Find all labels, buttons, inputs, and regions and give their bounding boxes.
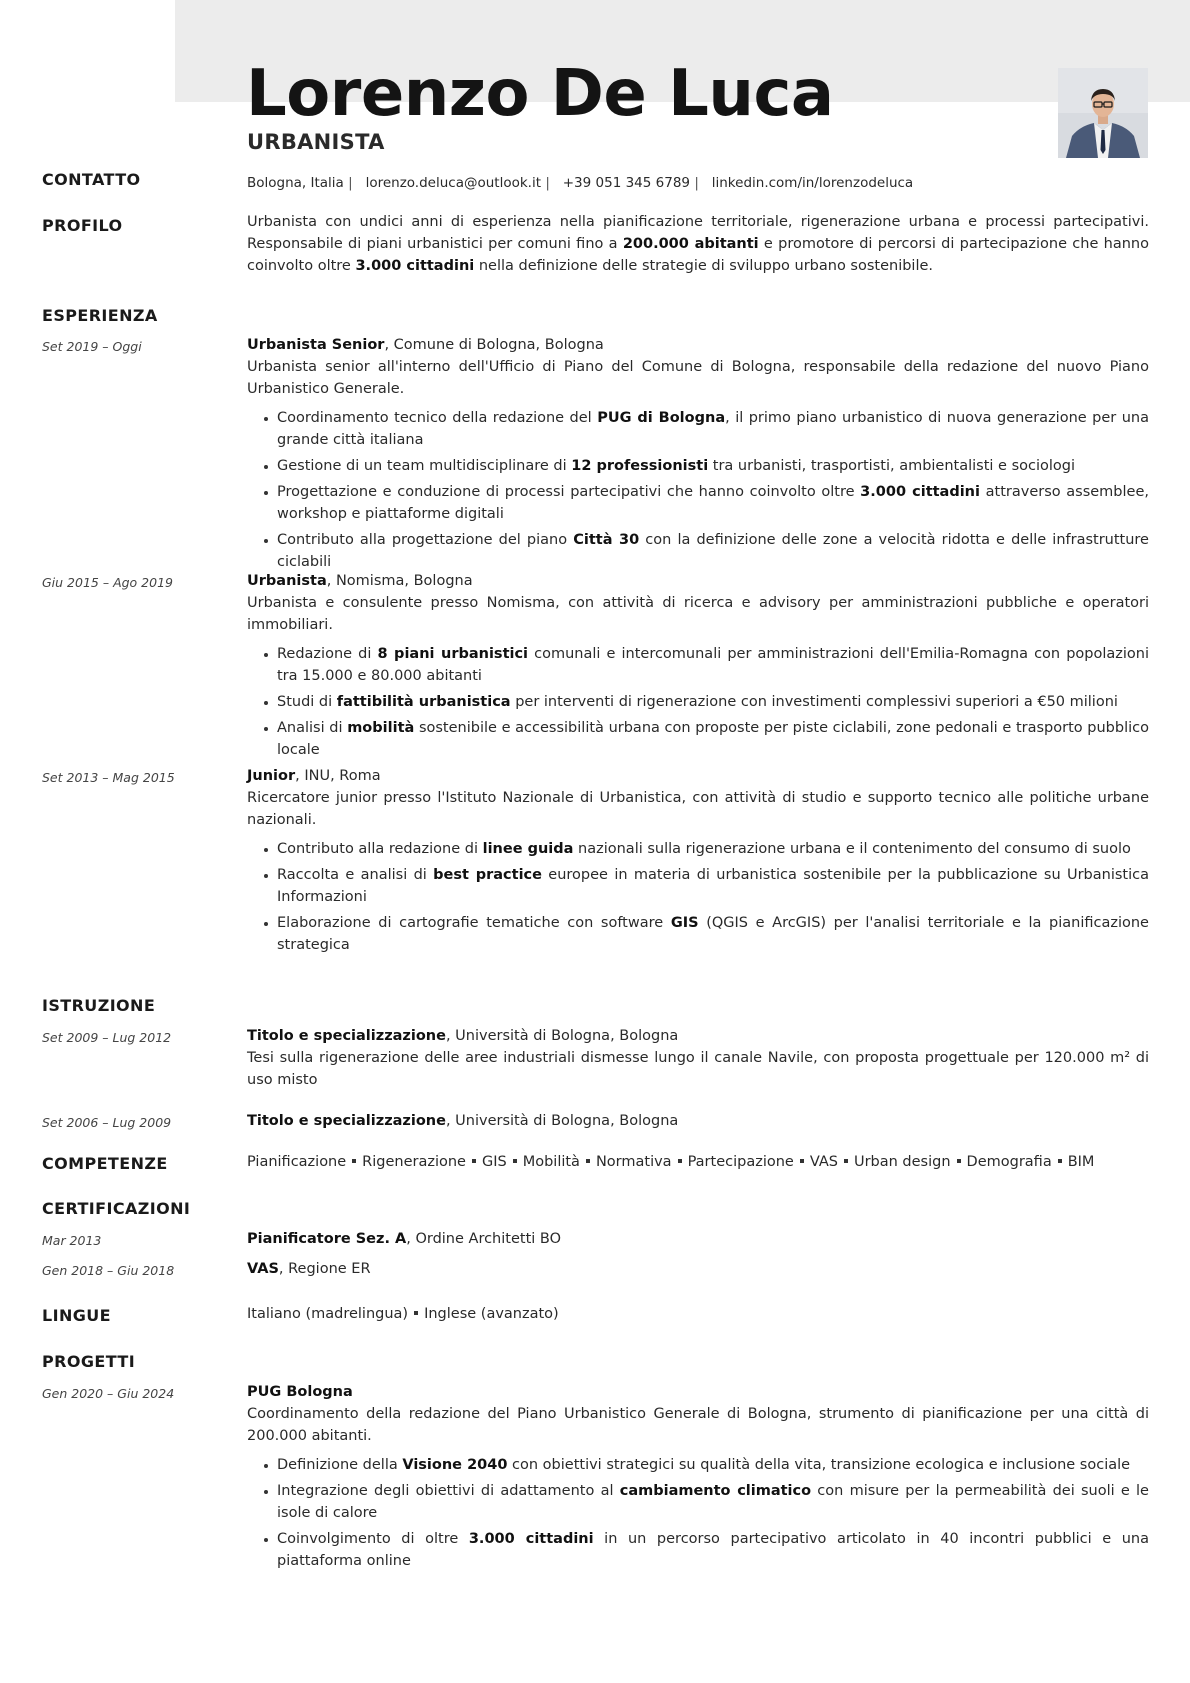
list-item: Integrazione degli obiettivi di adattamento al cambiamento climatico con misure per la permeabilità dei suoli e le isole di calore <box>247 1480 1149 1524</box>
list-item: Coordinamento tecnico della redazione del PUG di Bologna, il primo piano urbanistico di nuova generazione per una grande città italiana <box>247 407 1149 451</box>
education-entry <box>247 1025 1149 1091</box>
job-title: URBANISTA <box>247 130 385 154</box>
section-heading-projects: PROGETTI <box>42 1352 136 1371</box>
job-bullets <box>247 838 1149 956</box>
list-item: Contributo alla progettazione del piano Città 30 con la definizione delle zone a velocità ridotta e delle infrastrutture ciclabili <box>247 529 1149 573</box>
separator-square-icon <box>1058 1159 1062 1163</box>
list-item: Analisi di mobilità sostenibile e accessibilità urbana con proposte per piste ciclabili, zone pedonali e trasporto pubblico locale <box>247 717 1149 761</box>
skill-item: GIS <box>481 1154 507 1170</box>
list-item: Redazione di 8 piani urbanistici comunali e intercomunali per amministrazioni dell'Emilia-Romagna con popolazioni tra 15.000 e 80.000 abitanti <box>247 643 1149 687</box>
separator-square-icon <box>800 1159 804 1163</box>
job-date: Giu 2015 – Ago 2019 <box>42 575 173 590</box>
skill-item: Rigenerazione <box>362 1154 466 1170</box>
list-item: Studi di fattibilità urbanistica per interventi di rigenerazione con investimenti complessivi superiori a €50 milioni <box>247 691 1149 713</box>
education-entry <box>247 1110 1149 1132</box>
contact-city: Bologna, Italia <box>247 175 344 191</box>
contact-separator: | <box>348 175 353 191</box>
separator-square-icon <box>844 1159 848 1163</box>
education-heading: Titolo e specializzazione, Università di Bologna, Bologna <box>247 1028 679 1044</box>
separator-square-icon <box>586 1159 590 1163</box>
list-item: Contributo alla redazione di linee guida nazionali sulla rigenerazione urbana e il contenimento del consumo di suolo <box>247 838 1149 860</box>
section-heading-contact: CONTATTO <box>42 170 141 189</box>
certification-date: Gen 2018 – Giu 2018 <box>42 1263 175 1278</box>
section-heading-experience: ESPERIENZA <box>42 306 158 325</box>
job-bullets <box>247 643 1149 761</box>
list-item: Definizione della Visione 2040 con obiettivi strategici su qualità della vita, transizione ecologica e inclusione sociale <box>247 1454 1149 1476</box>
section-heading-languages: LINGUE <box>42 1306 111 1325</box>
separator-square-icon <box>472 1159 476 1163</box>
skill-item: VAS <box>809 1154 838 1170</box>
skill-item: Partecipazione <box>687 1154 794 1170</box>
contact-separator: | <box>545 175 550 191</box>
job-heading: Urbanista Senior, Comune di Bologna, Bologna <box>247 337 604 353</box>
job-entry <box>247 334 1149 577</box>
education-heading: Titolo e specializzazione, Università di Bologna, Bologna <box>247 1113 679 1129</box>
skill-item: Urban design <box>853 1154 951 1170</box>
job-heading: Junior, INU, Roma <box>247 768 381 784</box>
certification-entry: Pianificatore Sez. A, Ordine Architetti BO <box>247 1231 561 1247</box>
skills-list <box>247 1151 1149 1173</box>
list-item: Elaborazione di cartografie tematiche con software GIS (QGIS e ArcGIS) per l'analisi territoriale e la pianificazione strategica <box>247 912 1149 956</box>
job-date: Set 2019 – Oggi <box>42 339 142 354</box>
person-photo-icon <box>1058 68 1148 158</box>
job-entry <box>247 765 1149 960</box>
languages-list <box>247 1303 1149 1325</box>
separator-square-icon <box>414 1311 418 1315</box>
list-item: Coinvolgimento di oltre 3.000 cittadini in un percorso partecipativo articolato in 40 incontri pubblici e una piattaforma online <box>247 1528 1149 1572</box>
project-description: Coordinamento della redazione del Piano Urbanistico Generale di Bologna, strumento di pianificazione per una città di 200.000 abitanti. <box>247 1406 1149 1444</box>
contact-linkedin[interactable]: linkedin.com/in/lorenzodeluca <box>711 175 914 191</box>
job-bullets <box>247 407 1149 573</box>
language-item: Inglese (avanzato) <box>424 1306 559 1322</box>
education-date: Set 2006 – Lug 2009 <box>42 1115 172 1130</box>
project-date: Gen 2020 – Giu 2024 <box>42 1386 175 1401</box>
job-description: Urbanista senior all'interno dell'Ufficio di Piano del Comune di Bologna, responsabile della redazione del nuovo Piano Urbanistico Generale. <box>247 359 1149 397</box>
candidate-name: Lorenzo De Luca <box>246 57 834 131</box>
contact-line <box>247 172 1149 194</box>
list-item: Progettazione e conduzione di processi partecipativi che hanno coinvolto oltre 3.000 cittadini attraverso assemblee, workshop e piattaforme digitali <box>247 481 1149 525</box>
skill-item: Pianificazione <box>247 1154 347 1170</box>
separator-square-icon <box>352 1159 356 1163</box>
skill-item: Mobilità <box>522 1154 580 1170</box>
project-title: PUG Bologna <box>247 1384 353 1400</box>
list-item: Raccolta e analisi di best practice europee in materia di urbanistica sostenibile per la pubblicazione su Urbanistica Informazioni <box>247 864 1149 908</box>
separator-square-icon <box>678 1159 682 1163</box>
language-item: Italiano (madrelingua) <box>247 1306 409 1322</box>
section-heading-skills: COMPETENZE <box>42 1154 168 1173</box>
project-entry <box>247 1381 1149 1576</box>
skill-item: Demografia <box>966 1154 1052 1170</box>
section-heading-education: ISTRUZIONE <box>42 996 156 1015</box>
skill-item: BIM <box>1067 1154 1095 1170</box>
certification-entry: VAS, Regione ER <box>247 1261 371 1277</box>
project-bullets <box>247 1454 1149 1572</box>
section-heading-certifications: CERTIFICAZIONI <box>42 1199 191 1218</box>
job-description: Urbanista e consulente presso Nomisma, con attività di ricerca e advisory per amministrazioni pubbliche e operatori immobiliari. <box>247 595 1149 633</box>
skill-item: Normativa <box>595 1154 672 1170</box>
separator-square-icon <box>957 1159 961 1163</box>
job-description: Ricercatore junior presso l'Istituto Nazionale di Urbanistica, con attività di studio e supporto tecnico alle politiche urbane nazionali. <box>247 790 1149 828</box>
contact-email[interactable]: lorenzo.deluca@outlook.it <box>365 175 542 191</box>
profile-summary: Urbanista con undici anni di esperienza nella pianificazione territoriale, rigenerazione urbana e processi partecipativi. Responsabile di piani urbanistici per comuni fino a 200.000 abitanti e promotore di percorsi di partecipazione che hanno coinvolto oltre 3.000 cittadini nella definizione delle strategie di sviluppo urbano sostenibile. <box>247 214 1149 274</box>
job-entry <box>247 570 1149 765</box>
section-heading-profile: PROFILO <box>42 216 123 235</box>
certification-date: Mar 2013 <box>42 1233 102 1248</box>
contact-phone[interactable]: +39 051 345 6789 <box>562 175 691 191</box>
separator-square-icon <box>513 1159 517 1163</box>
job-heading: Urbanista, Nomisma, Bologna <box>247 573 473 589</box>
contact-separator: | <box>694 175 699 191</box>
job-date: Set 2013 – Mag 2015 <box>42 770 175 785</box>
list-item: Gestione di un team multidisciplinare di 12 professionisti tra urbanisti, trasportisti, ambientalisti e sociologi <box>247 455 1149 477</box>
education-description: Tesi sulla rigenerazione delle aree industriali dismesse lungo il canale Navile, con proposta progettuale per 120.000 m² di uso misto <box>247 1050 1149 1088</box>
education-date: Set 2009 – Lug 2012 <box>42 1030 172 1045</box>
